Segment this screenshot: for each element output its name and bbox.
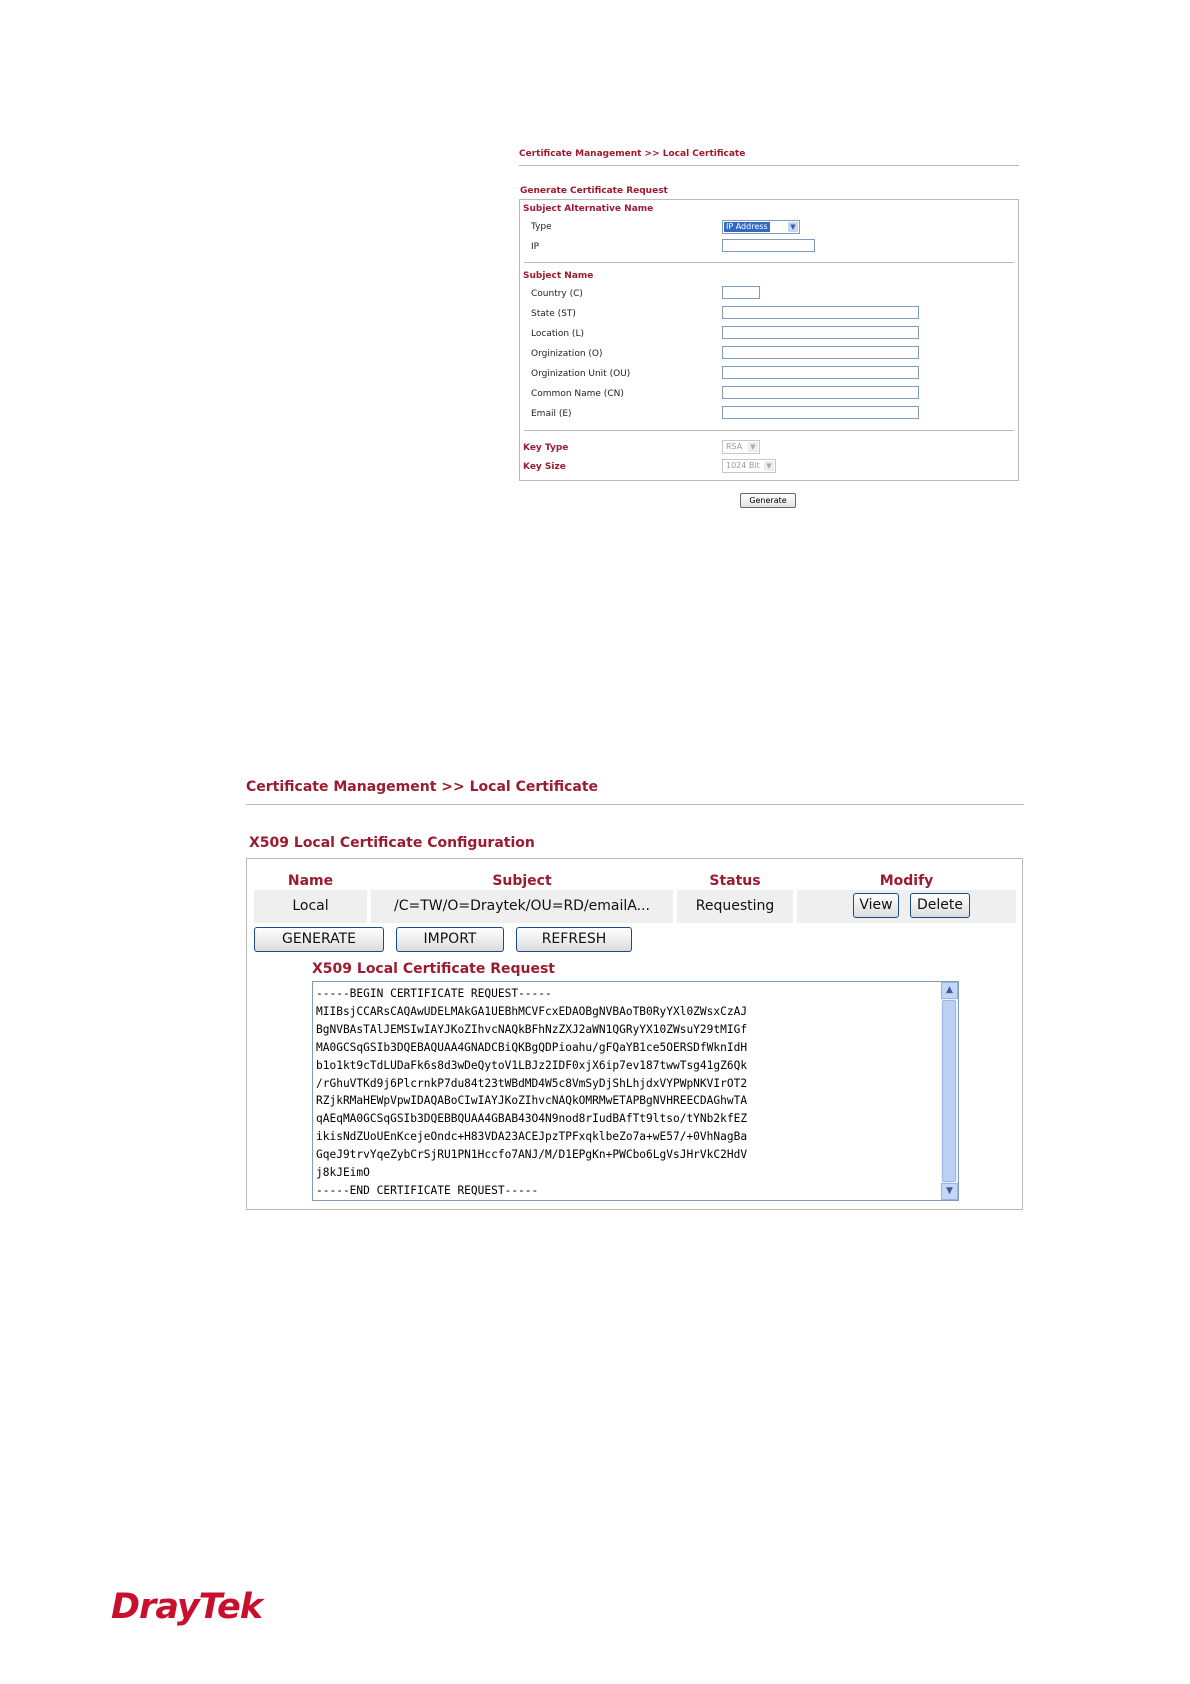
chevron-down-icon: ▼ (788, 222, 798, 232)
scrollbar[interactable] (941, 982, 958, 1200)
delete-button[interactable]: Delete (910, 893, 970, 918)
breadcrumb: Certificate Management >> Local Certificate (246, 779, 599, 795)
generate-button[interactable]: Generate (740, 493, 796, 508)
country-label: Country (C) (531, 289, 583, 299)
key-type-select[interactable] (722, 440, 760, 454)
type-select-value: IP Address (726, 222, 768, 231)
scroll-down-icon[interactable]: ▼ (941, 1183, 958, 1200)
organization-unit-input[interactable] (722, 366, 919, 379)
key-size-value: 1024 Bit (726, 461, 760, 470)
scrollbar-thumb[interactable] (942, 1000, 956, 1182)
generate-button[interactable]: GENERATE (254, 927, 384, 952)
subject-name-title: Subject Name (523, 271, 594, 281)
organization-label: Orginization (O) (531, 349, 603, 359)
organization-unit-label: Orginization Unit (OU) (531, 369, 631, 379)
cell-name: Local (254, 890, 367, 923)
chevron-down-icon: ▼ (748, 442, 758, 452)
chevron-down-icon: ▼ (764, 461, 774, 471)
header-subject: Subject (492, 873, 552, 889)
common-name-input[interactable] (722, 386, 919, 399)
request-title: X509 Local Certificate Request (312, 961, 555, 977)
divider (246, 804, 1024, 805)
view-button[interactable]: View (853, 893, 899, 918)
email-input[interactable] (722, 406, 919, 419)
divider (524, 262, 1014, 263)
header-name: Name (287, 873, 334, 889)
request-form-panel (519, 199, 1019, 481)
email-label: Email (E) (531, 409, 572, 419)
divider (519, 165, 1019, 166)
generate-request-screenshot (519, 145, 1019, 515)
country-input[interactable] (722, 286, 760, 299)
type-label: Type (531, 222, 552, 232)
header-status: Status (709, 873, 761, 889)
header-modify: Modify (879, 873, 934, 889)
cell-modify (797, 890, 1016, 923)
breadcrumb: Certificate Management >> Local Certificate (519, 149, 746, 159)
config-title: X509 Local Certificate Configuration (249, 835, 535, 851)
san-title: Subject Alternative Name (523, 204, 654, 214)
draytek-logo: DrayTek (111, 1587, 263, 1627)
certificate-request-textarea[interactable] (312, 981, 959, 1201)
table-row (254, 890, 1016, 923)
ip-input[interactable] (722, 239, 815, 252)
section-title: Generate Certificate Request (520, 186, 668, 196)
common-name-label: Common Name (CN) (531, 389, 624, 399)
key-type-label: Key Type (523, 443, 569, 453)
certificate-request-text: -----BEGIN CERTIFICATE REQUEST----- MIIBsjCCARsCAQAwUDELMAkGA1UEBhMCVFcxEDAOBgNVBAoTB0RyYXl0ZWsxCzAJ BgNVBAsTAlJEMSIwIAYJKoZIhvcNAQkBFhNzZXJ2aWN1QGRyYX10ZWsuY29tMIGf MA0GCSqGSIb3DQEBAQUAA4GNADCBiQKBgQDPioahu/gFQaYB1ce5OERSDfWknIdH b1o1kt9cTdLUDaFk6s8d3wDeQytoV1LBJz2IDF0xjX6ip7ev187twwTsg41gZ6Qk /rGhuVTKd9j6PlcrnkP7du84t23tWBdMD4W5c8VmSyDjShLhjdxVYPWpNKVIrOT2 RZjkRMaHEWpVpwIDAQABoCIwIAYJKoZIhvcNAQkOMRMwETAPBgNVHREECDAGhwTA qAEqMA0GCSqGSIb3DQEBBQUAA4GBAB43O4N9nod8rIudBAfTt9ltso/tYNb2kfEZ ikisNdZUoUEnKcejeOndc+H83VDA23ACEJpzTPFxqklbeZo7a+wE57/+0VhNagBa GqeJ9trvYqeZybCrSjRU1PN1Hccfo7ANJ/M/D1EPgKn+PWCbo6LgVsJHrVkC2HdV j8kJEimO -----END CERTIFICATE REQUEST----- (316, 987, 748, 1197)
local-certificate-screenshot (246, 775, 1026, 1215)
type-select[interactable] (722, 220, 800, 234)
key-size-select[interactable] (722, 459, 776, 473)
scroll-up-icon[interactable]: ▲ (941, 982, 958, 999)
state-label: State (ST) (531, 309, 576, 319)
cell-status: Requesting (677, 890, 793, 923)
divider (524, 430, 1014, 431)
location-input[interactable] (722, 326, 919, 339)
key-size-label: Key Size (523, 462, 566, 472)
refresh-button[interactable]: REFRESH (516, 927, 632, 952)
ip-label: IP (531, 242, 540, 252)
cell-subject: /C=TW/O=Draytek/OU=RD/emailA... (371, 890, 673, 923)
import-button[interactable]: IMPORT (396, 927, 504, 952)
key-type-value: RSA (726, 442, 743, 451)
state-input[interactable] (722, 306, 919, 319)
organization-input[interactable] (722, 346, 919, 359)
location-label: Location (L) (531, 329, 584, 339)
